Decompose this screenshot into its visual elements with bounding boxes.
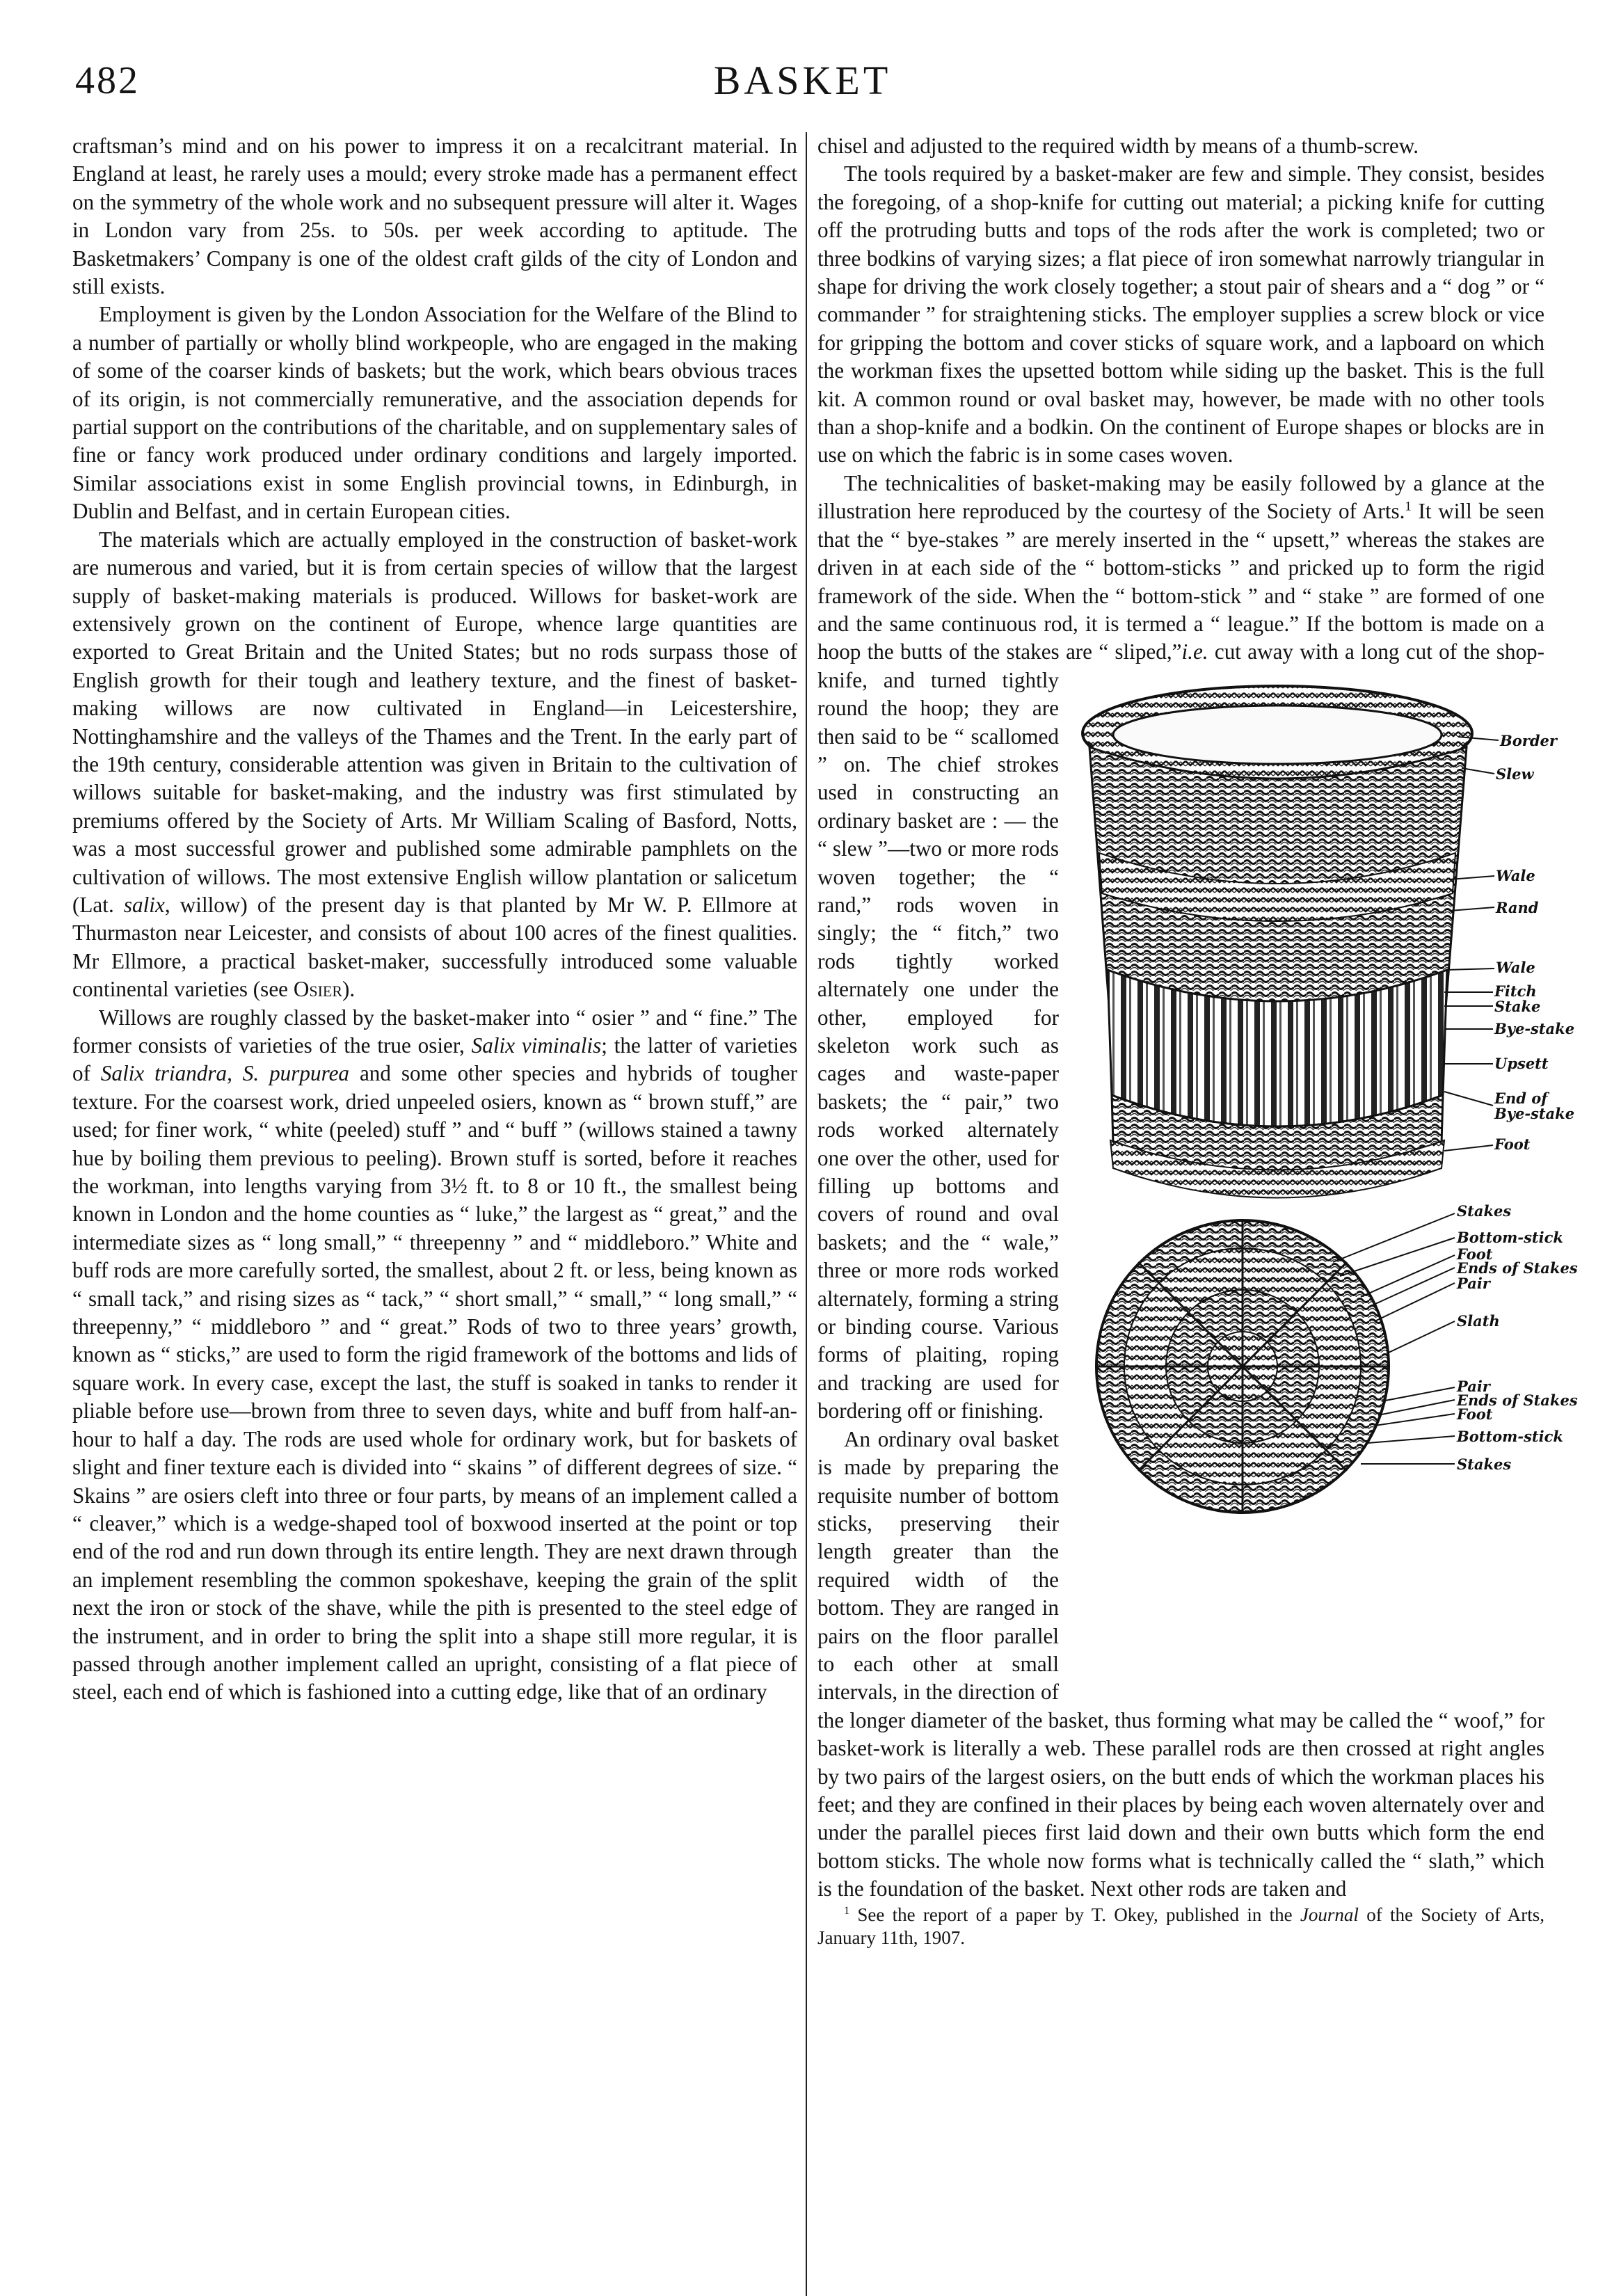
label-pair: Pair [1457, 1274, 1490, 1292]
basket-side-view [1083, 686, 1472, 1198]
cross-reference: Osier [293, 977, 343, 1002]
label-slath: Slath [1457, 1312, 1500, 1330]
italic-term: i.e. [1181, 639, 1208, 664]
right-column [817, 132, 1578, 1950]
column-divider [806, 132, 807, 2296]
footnote-marker: 1 [1405, 499, 1412, 514]
label-bottom-stick: Bottom-stick [1457, 1228, 1563, 1246]
label-fitch: Fitch [1494, 982, 1537, 1000]
label-ends-of-stakes: Ends of Stakes [1457, 1259, 1578, 1277]
label-slew: Slew [1496, 765, 1534, 783]
label-stake: Stake [1494, 997, 1541, 1015]
label-wale: Wale [1496, 866, 1535, 884]
paragraph: chisel and adjusted to the required width by means of a thumb-screw. [817, 134, 1419, 158]
italic-term: Salix triandra, S. purpurea [100, 1061, 350, 1086]
page-number: 482 [75, 59, 140, 102]
paragraph: The tools required by a basket-maker are few and simple. They consist, besides the foregoing, of a shop-knife for cutting out material; a picking knife for cutting off the protruding butts and tops of the rods after the work is completed; two or three bodkins of varying sizes; a flat piece of iron somewhat narrowly triangular in shape for driving the work closely together; a stout pair of shears and a “ dog ” or “ commander ” for straightening sticks. The employer supplies a screw block or vice for gripping the bottom and cover sticks of square work, and a lapboard on which the workman fixes the upsetted bottom while siding up the basket. This is the full kit. A common round or oval basket may, however, be made with no other tools than a shop-knife and a bodkin. On the continent of Europe shapes or blocks are in use on which the fabric is in some cases woven. [817, 161, 1544, 468]
label-wale-2: Wale [1496, 958, 1535, 976]
basket-bottom-view [1096, 1220, 1389, 1513]
basket-illustration [1069, 671, 1578, 1693]
label-stakes: Stakes [1457, 1202, 1512, 1220]
label-ends-of-stakes-2: Ends of Stakes [1457, 1391, 1578, 1409]
paragraph: The technicalities of basket-making may be easily followed by a glance at the illustration here reproduced by the courtesy of the Society of Arts.$^1$ It will be seen that the “ bye-stakes ” are merely inserted in the “ upsett,” whereas the stakes are driven in at each side of the “ bottom-sticks ” and pricked up to form the rigid framework of the side. When the “ bottom-stick ” and “ stake ” are formed of one and the same continuous rod, it is termed a “ league.” If the bottom is made on a hoop the butts of the stakes are “ sliped,” Border Slew Wale Rand Wale Fitch Stake Bye-stake Upsett End of Bye-stake Foot Stakes Bottom-stick Foot Ends of Stakes Pair Slath Pair Ends of Stakes Foot Bottom-stick Stakes i.e. cut away with a long cut of the shop-knife, and turned tightly round the hoop; they are then said to be “ scallomed ” on. The chief strokes used in constructing an ordinary basket are : — the “ slew ”—two or more rods woven together; the “ rand,” rods woven in singly; the “ fitch,” two rods tightly worked alternately one under the other, employed for skeleton work such as cages and waste-paper baskets; the “ pair,” two rods worked alternately one over the other, used for filling up bottoms and covers of round and oval baskets; and the “ wale,” three or more rods worked alternately, forming a string or binding course. Various forms of plaiting, roping and tracking are used for bordering off or finishing. [817, 470, 1544, 1426]
label-foot: Foot [1494, 1135, 1531, 1153]
label-rand: Rand [1496, 898, 1539, 916]
label-foot-3: Foot [1457, 1405, 1493, 1423]
label-border: Border [1500, 731, 1557, 749]
label-pair-2: Pair [1457, 1377, 1490, 1395]
paragraph: Willows are roughly classed by the basket-maker into “ osier ” and “ fine.” The former consists of varieties of the true osier, Salix viminalis; the latter of varieties of Salix triandra, S. purpurea and some other species and hybrids of tougher texture. For the coarsest work, dried unpeeled osiers, known as “ brown stuff,” are used; for finer work, “ white (peeled) stuff ” and “ buff ” (willows stained a tawny hue by boiling them previous to peeling). Brown stuff is sorted, before it reaches the workman, into lengths varying from 3½ ft. to 8 or 10 ft., the smallest being known in London and the home counties as “ luke,” the largest as “ great,” and the intermediate sizes as “ long small,” “ threepenny ” and “ middleboro.” White and buff rods are more carefully sorted, the smallest, about 2 ft. or less, being known as “ small tack,” and rising sizes as “ tack,” “ short small,” “ small,” “ long small,” “ threepenny,” “ middleboro ” and “ great.” Rods of two to three years’ growth, known as “ sticks,” are used to form the rigid framework of the bottoms and lids of square work. In every case, except the last, the stuff is soaked in tanks to render it pliable before use—brown from three to seven days, white and buff from half-an-hour to half a day. The rods are used whole for ordinary work, but for baskets of slight and finer texture each is divided into “ skains ” of different degrees of size. “ Skains ” are osiers cleft into three or four parts, by means of an implement called a “ cleaver,” which is a wedge-shaped tool of boxwood inserted at the point or top end of the rod and run down through its entire length. They are next drawn through an implement resembling the common spokeshave, keeping the grain of the split next the iron or stock of the shave, while the pith is presented to the steel edge of the instrument, and in order to bring the split into a shape still more regular, it is passed through another implement called an upright, consisting of a flat piece of steel, each end of which is fashioned into a cutting edge, like that of an ordinary [72, 1005, 798, 1705]
label-upsett: Upsett [1494, 1054, 1549, 1072]
left-column [72, 132, 797, 1707]
italic-term: salix [123, 892, 165, 917]
paragraph: Employment is given by the London Association for the Welfare of the Blind to a number of partially or wholly blind workpeople, who are engaged in the making of some of the coarser kinds of baskets; but the work, which bears obvious traces of its origin, is not commercially remunerative, and the association depends for partial support on the contributions of the charitable, and on supplementary sales of fine or fancy work produced under ordinary conditions and largely imported. Similar associations exist in some English provincial towns, in Edinburgh, in Dublin and Belfast, and in certain European cities. [72, 302, 797, 524]
label-foot-2: Foot [1457, 1245, 1493, 1263]
footnote-marker: 1 [844, 1904, 850, 1917]
running-title: BASKET [713, 58, 892, 103]
italic-term: Salix viminalis [471, 1033, 602, 1058]
basket-figure-svg [1069, 671, 1578, 1693]
label-stakes-2: Stakes [1457, 1455, 1512, 1473]
footnote: $^1$ See the report of a paper by T. Okey, published in the Journal of the Society of Arts, January 11th, 1907. [817, 1904, 1545, 1948]
label-bye-stake: Bye-stake [1494, 1019, 1575, 1037]
paragraph: craftsman’s mind and on his power to impress it on a recalcitrant material. In England at least, he rarely uses a mould; every stroke made has a permanent effect on the symmetry of the whole work and no subsequent pressure will alter it. Wages in London vary from 25s. to 50s. per week according to aptitude. The Basketmakers’ Company is one of the oldest craft gilds of the city of London and still exists. [72, 134, 797, 299]
paragraph: The materials which are actually employed in the construction of basket-work are numerous and varied, but it is from certain species of willow that the largest supply of basket-making materials is produced. Willows for basket-work are extensively grown on the continent of Europe, whence large quantities are exported to Great Britain and the United States; but no rods surpass those of English growth for their tough and leathery texture, and the finest of basket-making willows are now cultivated in England—in Leicestershire, Nottinghamshire and the valleys of the Thames and the Trent. In the early part of the 19th century, considerable attention was given in Britain to the cultivation of willows suitable for basket-making, and the industry was first stimulated by premiums offered by the Society of Arts. Mr William Scaling of Basford, Notts, was a most successful grower and published some admirable pamphlets on the cultivation of willows. The most extensive English willow plantation or salicetum (Lat. salix, willow) of the present day is that planted by Mr W. P. Ellmore at Thurmaston near Leicester, and consists of about 100 acres of the finest qualities. Mr Ellmore, a practical basket-maker, successfully introduced some valuable continental varieties (see Osier). [72, 527, 797, 1002]
label-end-of: End of [1494, 1089, 1548, 1107]
label-end-of-bye-stake: Bye-stake [1494, 1104, 1575, 1122]
label-bottom-stick-2: Bottom-stick [1457, 1427, 1563, 1445]
paragraph: An ordinary oval basket is made by preparing the requisite number of bottom sticks, preserving their length greater than the required width of the bottom. They are ranged in pairs on the floor parallel to each other at small intervals, in the direction of the longer diameter of the basket, thus forming what may be called the “ woof,” for basket-work is literally a web. These parallel rods are then crossed at right angles by two pairs of the largest osiers, on the butt ends of which the workman places his feet; and they are confined in their places by being each woven alternately over and under the parallel pieces first laid down and their own butts which form the end bottom sticks. The whole now forms what is technically called the “ slath,” which is the foundation of the basket. Next other rods are taken and [817, 1426, 1544, 1902]
